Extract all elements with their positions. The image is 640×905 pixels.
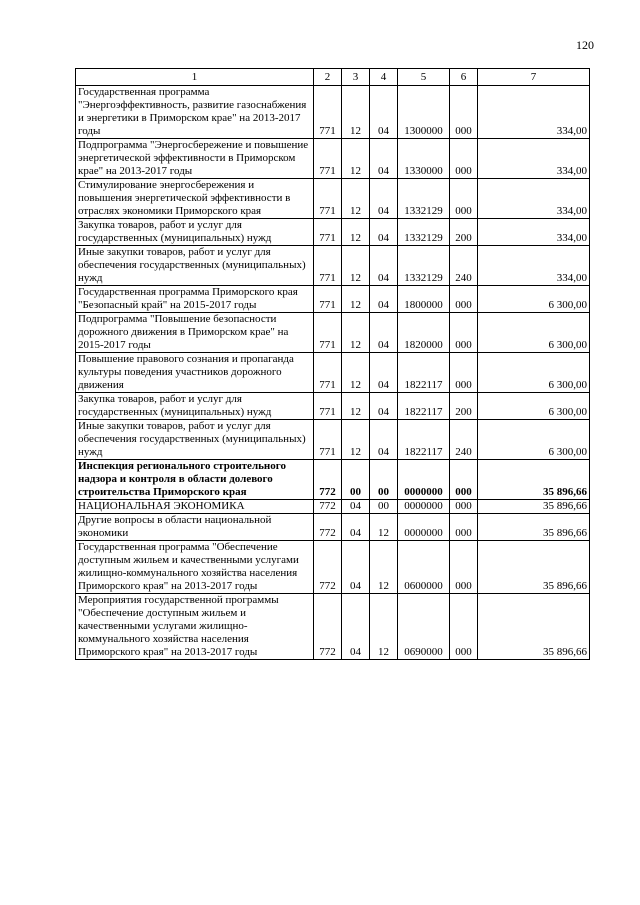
header-col-1: 1 (76, 69, 314, 86)
row-name-cell: Государственная программа "Обеспечение доступным жильем и качественными услугами жилищно-коммунального хозяйства населения Приморского края" на 2013-2017 годы (76, 541, 314, 594)
table-row (76, 460, 590, 500)
row-expense-type-cell: 240 (450, 246, 478, 286)
row-target-article-cell: 1822117 (398, 353, 450, 393)
row-name-cell: НАЦИОНАЛЬНАЯ ЭКОНОМИКА (76, 500, 314, 514)
header-col-4: 4 (370, 69, 398, 86)
row-name-cell: Мероприятия государственной программы "Обеспечение доступным жильем и качественными услугами жилищно-коммунального хозяйства населения Приморского края" на 2013-2017 годы (76, 594, 314, 660)
table-row (76, 500, 590, 514)
row-subsection-cell: 04 (370, 219, 398, 246)
row-expense-type-cell: 000 (450, 594, 478, 660)
table-row (76, 313, 590, 353)
row-section-cell: 12 (342, 86, 370, 139)
page-number: 120 (576, 38, 594, 52)
row-section-cell: 12 (342, 246, 370, 286)
row-target-article-cell: 1300000 (398, 86, 450, 139)
row-amount-cell: 35 896,66 (478, 500, 590, 514)
row-code-cell: 772 (314, 541, 342, 594)
row-subsection-cell: 12 (370, 541, 398, 594)
row-code-cell: 771 (314, 393, 342, 420)
row-section-cell: 12 (342, 286, 370, 313)
row-amount-cell: 35 896,66 (478, 460, 590, 500)
row-subsection-cell: 04 (370, 353, 398, 393)
table-row (76, 594, 590, 660)
row-code-cell: 771 (314, 353, 342, 393)
row-subsection-cell: 12 (370, 594, 398, 660)
header-col-3: 3 (342, 69, 370, 86)
row-name-cell: Другие вопросы в области национальной экономики (76, 514, 314, 541)
row-target-article-cell: 1822117 (398, 420, 450, 460)
row-amount-cell: 6 300,00 (478, 393, 590, 420)
row-section-cell: 04 (342, 541, 370, 594)
row-target-article-cell: 0000000 (398, 514, 450, 541)
row-name-cell: Иные закупки товаров, работ и услуг для обеспечения государственных (муниципальных) нужд (76, 420, 314, 460)
row-section-cell: 12 (342, 219, 370, 246)
row-expense-type-cell: 240 (450, 420, 478, 460)
row-amount-cell: 334,00 (478, 246, 590, 286)
row-section-cell: 04 (342, 500, 370, 514)
row-target-article-cell: 1332129 (398, 219, 450, 246)
row-name-cell: Подпрограмма "Повышение безопасности дорожного движения в Приморском крае" на 2015-2017 годы (76, 313, 314, 353)
table-body (76, 86, 590, 660)
row-subsection-cell: 04 (370, 313, 398, 353)
row-target-article-cell: 1820000 (398, 313, 450, 353)
row-section-cell: 12 (342, 393, 370, 420)
row-target-article-cell: 1332129 (398, 246, 450, 286)
row-section-cell: 12 (342, 313, 370, 353)
table-row (76, 179, 590, 219)
row-amount-cell: 6 300,00 (478, 353, 590, 393)
row-subsection-cell: 04 (370, 286, 398, 313)
row-target-article-cell: 1332129 (398, 179, 450, 219)
row-name-cell: Закупка товаров, работ и услуг для государственных (муниципальных) нужд (76, 219, 314, 246)
row-expense-type-cell: 000 (450, 460, 478, 500)
row-name-cell: Подпрограмма "Энергосбережение и повышение энергетической эффективности в Приморском крае" на 2013-2017 годы (76, 139, 314, 179)
table-row (76, 286, 590, 313)
row-code-cell: 771 (314, 139, 342, 179)
row-target-article-cell: 1822117 (398, 393, 450, 420)
header-col-2: 2 (314, 69, 342, 86)
header-row (76, 69, 590, 86)
row-expense-type-cell: 200 (450, 393, 478, 420)
row-target-article-cell: 0690000 (398, 594, 450, 660)
row-section-cell: 12 (342, 179, 370, 219)
table-row (76, 86, 590, 139)
row-amount-cell: 6 300,00 (478, 313, 590, 353)
row-subsection-cell: 04 (370, 139, 398, 179)
row-amount-cell: 334,00 (478, 179, 590, 219)
row-expense-type-cell: 000 (450, 500, 478, 514)
row-code-cell: 772 (314, 460, 342, 500)
row-name-cell: Стимулирование энергосбережения и повышения энергетической эффективности в отраслях экономики Приморского края (76, 179, 314, 219)
row-target-article-cell: 1330000 (398, 139, 450, 179)
row-section-cell: 04 (342, 594, 370, 660)
row-section-cell: 12 (342, 353, 370, 393)
header-col-6: 6 (450, 69, 478, 86)
row-subsection-cell: 00 (370, 460, 398, 500)
row-expense-type-cell: 000 (450, 286, 478, 313)
row-amount-cell: 6 300,00 (478, 420, 590, 460)
table-row (76, 246, 590, 286)
header-col-5: 5 (398, 69, 450, 86)
row-subsection-cell: 00 (370, 500, 398, 514)
row-expense-type-cell: 000 (450, 86, 478, 139)
row-code-cell: 771 (314, 246, 342, 286)
table-row (76, 139, 590, 179)
row-amount-cell: 334,00 (478, 139, 590, 179)
row-expense-type-cell: 000 (450, 313, 478, 353)
budget-table (75, 68, 590, 660)
row-code-cell: 772 (314, 514, 342, 541)
row-amount-cell: 35 896,66 (478, 514, 590, 541)
row-amount-cell: 6 300,00 (478, 286, 590, 313)
row-amount-cell: 35 896,66 (478, 594, 590, 660)
row-code-cell: 771 (314, 179, 342, 219)
row-amount-cell: 334,00 (478, 86, 590, 139)
row-expense-type-cell: 000 (450, 514, 478, 541)
row-expense-type-cell: 200 (450, 219, 478, 246)
row-subsection-cell: 04 (370, 179, 398, 219)
table-row (76, 541, 590, 594)
row-target-article-cell: 0600000 (398, 541, 450, 594)
row-code-cell: 771 (314, 286, 342, 313)
row-subsection-cell: 04 (370, 246, 398, 286)
row-name-cell: Повышение правового сознания и пропаганда культуры поведения участников дорожного движения (76, 353, 314, 393)
row-code-cell: 772 (314, 500, 342, 514)
row-code-cell: 771 (314, 313, 342, 353)
row-section-cell: 12 (342, 420, 370, 460)
row-code-cell: 771 (314, 86, 342, 139)
row-expense-type-cell: 000 (450, 179, 478, 219)
row-code-cell: 772 (314, 594, 342, 660)
row-name-cell: Иные закупки товаров, работ и услуг для обеспечения государственных (муниципальных) нужд (76, 246, 314, 286)
row-section-cell: 12 (342, 139, 370, 179)
table-row (76, 353, 590, 393)
row-expense-type-cell: 000 (450, 139, 478, 179)
row-name-cell: Инспекция регионального строительного надзора и контроля в области долевого строительства Приморского края (76, 460, 314, 500)
table-row (76, 420, 590, 460)
table-row (76, 514, 590, 541)
row-subsection-cell: 04 (370, 393, 398, 420)
row-name-cell: Государственная программа Приморского края "Безопасный край" на 2015-2017 годы (76, 286, 314, 313)
row-amount-cell: 334,00 (478, 219, 590, 246)
row-section-cell: 04 (342, 514, 370, 541)
row-section-cell: 00 (342, 460, 370, 500)
row-target-article-cell: 0000000 (398, 500, 450, 514)
table-row (76, 393, 590, 420)
row-subsection-cell: 04 (370, 86, 398, 139)
header-col-7: 7 (478, 69, 590, 86)
row-target-article-cell: 0000000 (398, 460, 450, 500)
row-subsection-cell: 12 (370, 514, 398, 541)
row-name-cell: Закупка товаров, работ и услуг для государственных (муниципальных) нужд (76, 393, 314, 420)
row-expense-type-cell: 000 (450, 353, 478, 393)
row-subsection-cell: 04 (370, 420, 398, 460)
table-row (76, 219, 590, 246)
row-target-article-cell: 1800000 (398, 286, 450, 313)
row-code-cell: 771 (314, 420, 342, 460)
row-code-cell: 771 (314, 219, 342, 246)
row-expense-type-cell: 000 (450, 541, 478, 594)
row-amount-cell: 35 896,66 (478, 541, 590, 594)
row-name-cell: Государственная программа "Энергоэффективность, развитие газоснабжения и энергетики в Приморском крае" на 2013-2017 годы (76, 86, 314, 139)
